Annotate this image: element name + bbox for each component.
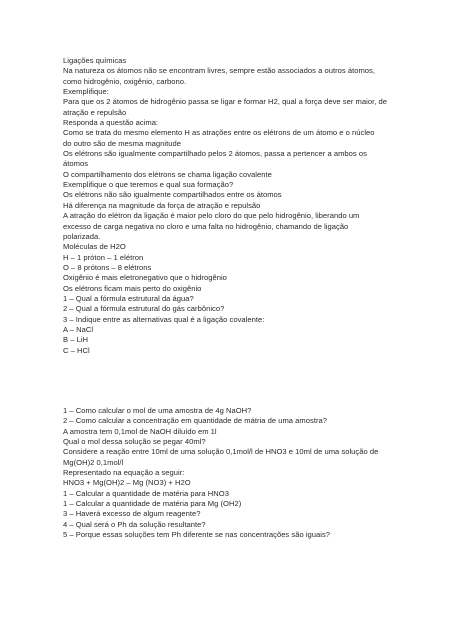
text-line: 3 – Haverá excesso de algum reagente? bbox=[63, 509, 201, 519]
text-line: C – HCl bbox=[63, 345, 90, 355]
text-line: Para que os 2 átomos de hidrogênio passa se ligar e formar H2, qual a força deve ser maior, de bbox=[63, 97, 387, 107]
text-line: H – 1 próton – 1 elétron bbox=[63, 252, 144, 262]
text-line: Moléculas de H2O bbox=[63, 242, 126, 252]
text-line: Exemplifique: bbox=[63, 87, 109, 97]
text-line: Responda a questão acima: bbox=[63, 118, 159, 128]
text-line: Ligações químicas bbox=[63, 56, 127, 65]
text-line: Mg(OH)2 0,1mol/l bbox=[63, 457, 124, 467]
chemistry-bonds-section bbox=[63, 56, 423, 356]
text-line: 4 – Qual será o Ph da solução resultante? bbox=[63, 519, 206, 529]
text-line: Considere a reação entre 10ml de uma solução 0,1mol/l de HNO3 e 10ml de uma solução de bbox=[63, 447, 379, 457]
text-line: O – 8 prótons – 8 elétrons bbox=[63, 262, 152, 272]
text-line: 1 – Calcular a quantidade de matéria para HNO3 bbox=[63, 488, 229, 498]
text-line: Há diferença na magnitude da força de atração e repulsão bbox=[63, 200, 261, 210]
text-line: Os elétrons ficam mais perto do oxigênio bbox=[63, 283, 202, 293]
text-line: Representado na equação a seguir: bbox=[63, 468, 185, 478]
text-line: Exemplifique o que teremos e qual sua formação? bbox=[63, 180, 234, 190]
text-line: 1 – Calcular a quantidade de matéria para Mg (OH2) bbox=[63, 499, 242, 509]
text-line: 2 – Como calcular a concentração em quantidade de mátria de uma amostra? bbox=[63, 416, 327, 426]
text-line: átomos bbox=[63, 159, 89, 169]
text-line: excesso de carga negativa no cloro e uma falta no hidrogênio, chamando de ligação bbox=[63, 221, 349, 231]
mol-calculation-section bbox=[63, 406, 423, 540]
text-line: Como se trata do mesmo elemento H as atrações entre os elétrons de um átomo e o núcleo bbox=[63, 128, 375, 138]
text-line: Os elétrons são igualmente compartilhado pelos 2 átomos, passa a pertencer a ambos os bbox=[63, 149, 367, 159]
text-line: Os elétrons não são igualmente compartilhados entre os átomos bbox=[63, 190, 282, 200]
text-line: B – LiH bbox=[63, 335, 89, 345]
text-line: Qual o mol dessa solução se pegar 40ml? bbox=[63, 437, 206, 447]
text-line: 2 – Qual a fórmula estrutural do gás carbônico? bbox=[63, 304, 225, 314]
text-line: Oxigênio é mais eletronegativo que o hidrogênio bbox=[63, 273, 227, 283]
text-line: A atração do elétron da ligação é maior pelo cloro do que pelo hidrogênio, liberando um bbox=[63, 211, 360, 221]
text-line: 1 – Como calcular o mol de uma amostra de 4g NaOH? bbox=[63, 406, 252, 415]
text-line: como hidrogênio, oxigênio, carbono. bbox=[63, 76, 187, 86]
text-line: 5 – Porque essas soluções tem Ph diferente se nas concentrações são iguais? bbox=[63, 530, 331, 540]
text-line: do outro são de mesma magnitude bbox=[63, 138, 181, 148]
text-line: A amostra tem 0,1mol de NaOH diluído em 1l bbox=[63, 426, 217, 436]
text-line: O compartilhamento dos elétrons se chama ligação covalente bbox=[63, 169, 272, 179]
text-line: 1 – Qual a fórmula estrutural da água? bbox=[63, 293, 194, 303]
text-line: A – NaCl bbox=[63, 324, 94, 334]
text-line: Na natureza os átomos não se encontram livres, sempre estão associados a outros átomos, bbox=[63, 66, 375, 76]
text-line: 3 – Indique entre as alternativas qual é a ligação covalente: bbox=[63, 314, 265, 324]
text-line: polarizada. bbox=[63, 231, 101, 241]
text-line: HNO3 + Mg(OH)2 – Mg (NO3) + H2O bbox=[63, 478, 191, 488]
text-line: atração e repulsão bbox=[63, 107, 127, 117]
